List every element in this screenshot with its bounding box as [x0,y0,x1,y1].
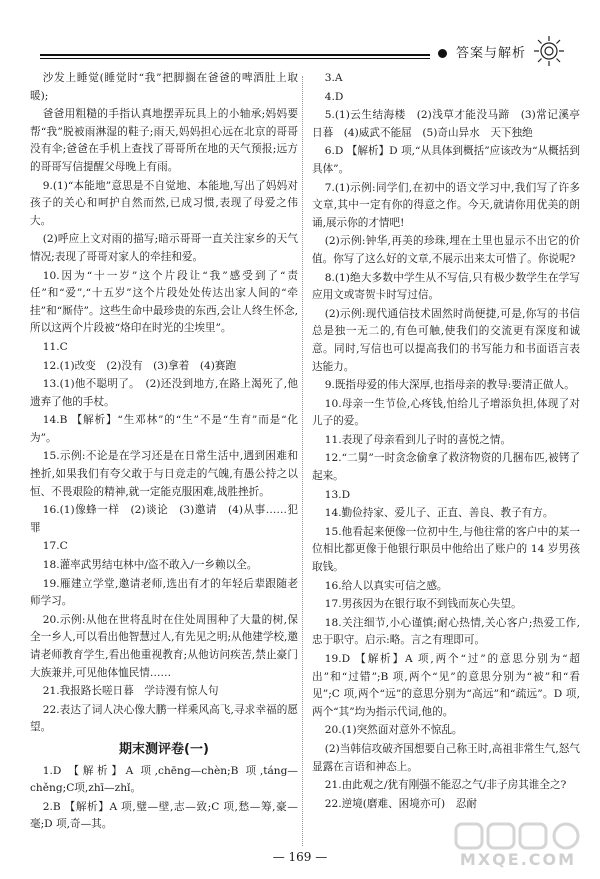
answer-paragraph: 20.示例:从他在世将乱时在住处周围种了大量的树,保全一乡人,可以看出他智慧过人,有先见之明;从他建学校,邀请老师教育学生,看出他重视教育;从他访问疾苦,禁止豪门大族兼并,可见他体恤民情…… [30,613,298,679]
answer-paragraph: 19.D 【解析】A 项,两个“过”的意思分别为“超出”和“过错”;B 项,两个“见”的意思分别为“被”和“看见”;C 项,两个“远”的意思分别为“高远”和“疏远”。D 项,两个“其”均为指示代词,他的。 [312,653,580,718]
answer-paragraph: 16.给人以真实可信之感。 [324,579,448,592]
answer-paragraph: 10.因为“十一岁”这个片段让“我”感受到了“责任”和“爱”,“十五岁”这个片段处处传达出家人间的“牵挂”和“厮侍”。这些生命中最珍贵的东西,会让人终生怀念,所以这两个片段被“烙印在时光的尘埃里”。 [30,269,298,335]
page-header [40,40,560,66]
answer-paragraph: 1.D 【解析】A 项,chēng—chèn;B 项,táng—chěng;C项,zhī—zhǐ。 [30,764,298,795]
header-bullet-icon [438,49,447,58]
section-title: 期末测评卷(一) [119,741,209,757]
answer-paragraph: 18.灌率武男结屯林中/盗不敢入/一乡赖以全。 [42,559,258,572]
column-divider [302,76,303,846]
answer-paragraph: 2.B 【解析】A 项,璧—壁,志—致;C 项,愁—筹,豪—毫;D 项,奇—其。 [30,800,298,831]
answer-paragraph: 12.(1)改变 (2)没有 (3)拿着 (4)赛跑 [42,359,237,372]
watermark-logo-icon [448,820,588,852]
watermark-text: MXQE.COM [459,850,577,869]
answer-paragraph: 17.C [42,540,68,553]
answer-paragraph: 7.(1)示例:同学们,在初中的语文学习中,我们写了许多文章,其中一定有你的得意之作。今天,就请你用优美的朗诵,展示你的才情吧! [312,181,580,229]
answer-paragraph: 4.D [324,90,344,103]
answer-paragraph: (2)示例:现代通信技术固然时尚便捷,可是,你写的书信总是独一无二的,有色可触,使我们的交流更有深度和诚意。同时,写信也可以提高我们的书写能力和书面语言表达能力。 [312,307,580,373]
answer-paragraph: (2)示例:钟华,再美的珍珠,埋在土里也显示不出它的价值。你写了这么好的文章,不展示出来太可惜了。你说呢? [312,235,580,265]
answer-paragraph: (2)当韩信攻破齐国想要自己称王时,高祖非常生气,怒气显露在言语和神态上。 [312,742,580,773]
answer-paragraph: 11.表现了母亲看到儿子时的喜悦之情。 [324,433,512,446]
answer-paragraph: 14.勤俭持家、爱儿子、正直、善良、教子有方。 [324,507,554,520]
watermark [448,820,588,876]
answer-paragraph: 12.“二舅”一时贪念偷拿了救济物资的几捆布匹,被铐了起来。 [312,452,580,483]
answer-paragraph: 9.既指母爱的伟大深厚,也指母亲的教导:要清正做人。 [324,379,575,392]
page-number: — 169 — [272,850,328,864]
answer-paragraph: 21.由此观之/犹有刚强不能忍之气/非子房其谁全之? [324,779,567,792]
answer-paragraph: 10.母亲一生节俭,心疼钱,怕给儿子增添负担,体现了对儿子的爱。 [312,397,580,428]
answer-paragraph: 20.(1)突然面对意外不惊乱。 [324,724,463,737]
answer-paragraph: 14.B 【解析】“生邓林”的“生”不是“生育”而是“化为”。 [30,414,298,444]
answer-paragraph: 22.表达了词人决心像大鹏一样乘风高飞,寻求幸福的愿望。 [30,703,298,734]
answer-paragraph: 8.(1)绝大多数中学生从不写信,只有极少数学生在学写应用文或寄贺卡时写过信。 [312,271,580,302]
answer-paragraph: 22.逆境(磨难、困境亦可) 忍耐 [324,797,477,810]
answer-paragraph: 13.D [324,488,351,501]
answer-paragraph: 6.D 【解析】D 项,“从具体到概括”应该改为“从概括到具体”。 [312,145,580,175]
sun-ornament-icon [532,34,566,68]
answer-paragraph: 19.雁建立学堂,邀请老师,选出有才的年轻后辈跟随老师学习。 [30,577,298,608]
answer-paragraph: 11.C [42,340,68,353]
answer-paragraph: 9.(1)“本能地”意思是不自觉地、本能地,写出了妈妈对孩子的关心和呵护自然而然,已成习惯,表现了母爱之伟大。 [30,179,298,227]
answer-paragraph: 沙发上睡觉(睡觉时“我”把脚搁在爸爸的啤酒肚上取暖); [30,72,298,102]
answer-paragraph: 17.男孩因为在银行取不到钱而灰心失望。 [324,598,522,611]
answer-paragraph: (2)呼应上文对雨的描写;暗示哥哥一直关注家乡的天气情况;表现了哥哥对家人的牵挂和爱。 [30,233,298,263]
answer-paragraph: 16.(1)像蜂一样 (2)谈论 (3)邀请 (4)从事……犯罪 [30,504,298,534]
header-label: 答案与解析 [456,46,527,61]
header-rule [40,54,430,59]
answer-paragraph: 18.关注细节,小心谨慎;耐心热情,关心客户;热爱工作,忠于职守。启示:略。言之有理即可。 [312,616,580,647]
answer-paragraph: 21.我报路长嗟日暮 学诗漫有惊人句 [42,685,219,698]
answer-paragraph: 3.A [324,72,343,84]
answer-paragraph: 13.(1)他不聪明了。 (2)还没到地方,在路上渴死了,他遗弃了他的手杖。 [30,378,298,408]
answer-paragraph: 15.示例:不论是在学习还是在日常生活中,遇到困难和挫折,如果我们有夸父敢于与日竞走的气魄,有愚公持之以恒、不畏艰险的精神,就一定能克服困难,战胜挫折。 [30,450,298,498]
answer-paragraph: 15.他看起来便像一位初中生,与他往常的客户中的某一位相比都更像于他银行职员中他给出了账户的 14 岁男孩取钱。 [312,525,580,574]
answer-paragraph: 5.(1)云生结海楼 (2)浅草才能没马蹄 (3)常记溪亭日暮 (4)威武不能屈 (5)奇山异水 天下独绝 [312,109,580,139]
left-column [30,70,298,835]
answer-paragraph: 爸爸用粗糙的手指认真地摆弄玩具上的小轴承;妈妈要帮“我”脱被雨淋湿的鞋子;雨天,妈妈担心远在北京的哥哥没有伞;爸爸在手机上查找了哥哥所在地的天气预报;远方的哥哥写信提醒父母晚上有雨。 [30,108,298,173]
right-column [312,70,580,814]
